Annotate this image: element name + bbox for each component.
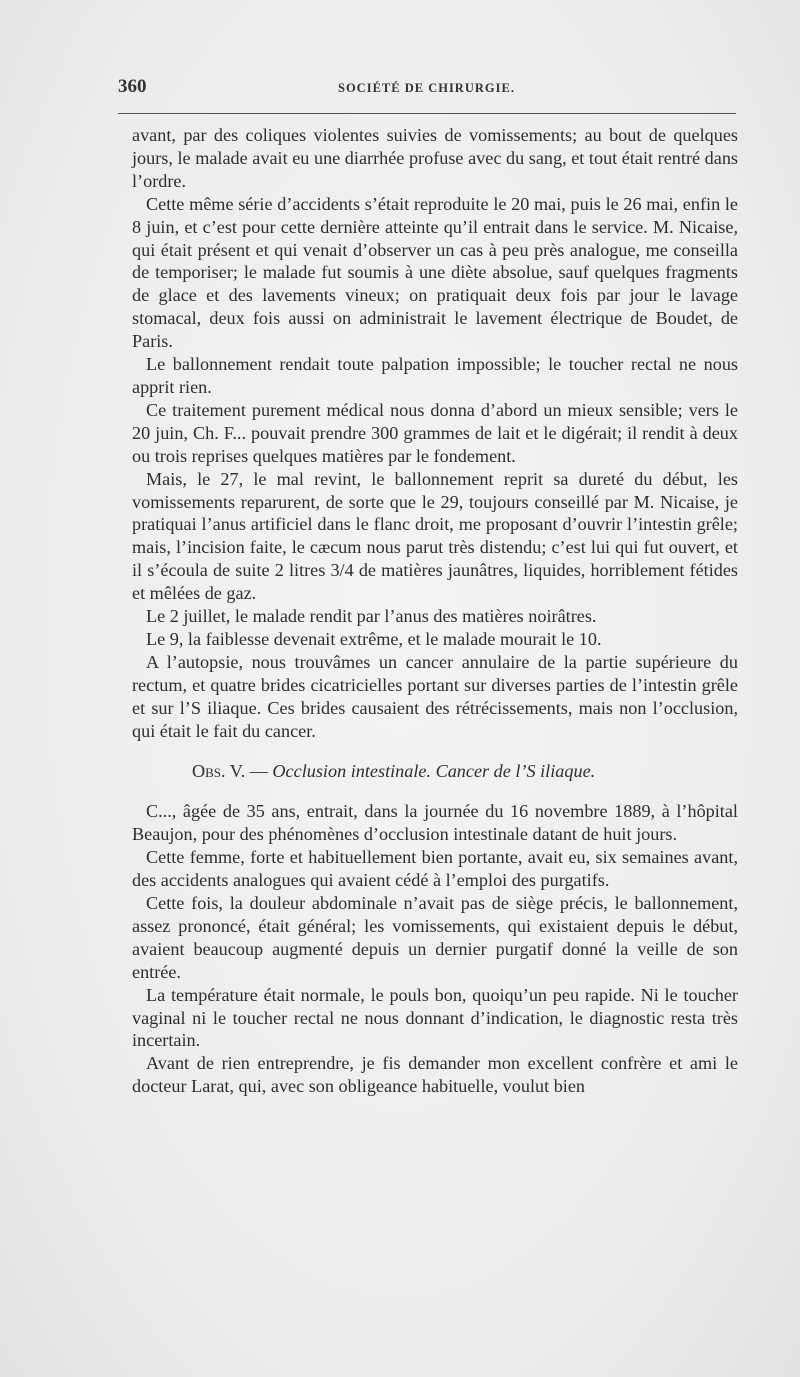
paragraph: Ce traitement purement médical nous donna d’abord un mieux sensible; vers le 20 juin, Ch. F... pouvait prendre 300 grammes de lait et le digérait; il rendit à deux ou trois reprises quelques matières par le fondement. xyxy=(132,399,738,466)
paragraph: Cette même série d’accidents s’était reproduite le 20 mai, puis le 26 mai, enfin le 8 juin, et c’est pour cette dernière atteinte qu’il entrait dans le service. M. Nicaise, qui était présent et qui venait d’observer un cas à peu près analogue, me conseilla de temporiser; le malade fut soumis à une diète absolue, sauf quelques fragments de glace et des lavements vineux; on pratiquait deux fois par jour le lavage stomacal, deux fois aussi on administrait le lavement électrique de Boudet, de Paris. xyxy=(132,193,738,352)
paragraph: Cette femme, forte et habituellement bien portante, avait eu, six semaines avant, des accidents analogues qui avaient cédé à l’emploi des purgatifs. xyxy=(132,847,738,891)
running-head: SOCIÉTÉ DE CHIRURGIE. xyxy=(338,81,515,95)
observation-dash: — xyxy=(249,761,268,782)
observation-title: Occlusion intestinale. Cancer de l’S iliaque. xyxy=(272,761,596,782)
paragraph: Le 2 juillet, le malade rendit par l’anus des matières noirâtres. xyxy=(146,606,597,627)
paragraph: Le ballonnement rendait toute palpation impossible; le toucher rectal ne nous apprit rien. xyxy=(132,354,738,397)
observation-heading xyxy=(132,760,738,783)
page-header xyxy=(118,76,736,100)
paragraph: Cette fois, la douleur abdominale n’avait pas de siège précis, le ballonnement, assez prononcé, était général; les vomissements, qui existaient depuis le début, avaient beaucoup augmenté depuis un dernier purgatif donné la veille de son entrée. xyxy=(132,893,738,982)
paragraph: avant, par des coliques violentes suivies de vomissements; au bout de quelques jours, le malade avait eu une diarrhée profuse avec du sang, et tout était rentré dans l’ordre. xyxy=(132,125,738,191)
paragraph: La température était normale, le pouls bon, quoiqu’un peu rapide. Ni le toucher vaginal ni le toucher rectal ne nous donnant d’indication, le diagnostic resta très incertain. xyxy=(132,984,738,1051)
observation-label: Obs. V. xyxy=(192,761,246,782)
paragraph: Le 9, la faiblesse devenait extrême, et le malade mourait le 10. xyxy=(146,628,602,649)
paragraph: C..., âgée de 35 ans, entrait, dans la journée du 16 novembre 1889, à l’hôpital Beaujon, pour des phénomènes d’occlusion intestinale datant de huit jours. xyxy=(132,801,738,845)
header-rule xyxy=(118,113,736,114)
page-number: 360 xyxy=(118,76,147,97)
body-text xyxy=(132,124,738,1098)
paragraph: A l’autopsie, nous trouvâmes un cancer annulaire de la partie supérieure du rectum, et quatre brides cicatricielles portant sur diverses parties de l’intestin grêle et sur l’S iliaque. Ces brides causaient des rétrécissements, mais non l’occlusion, qui était le fait du cancer. xyxy=(132,651,738,741)
paragraph: Avant de rien entreprendre, je fis demander mon excellent confrère et ami le docteur Larat, qui, avec son obligeance habituelle, voulut bien xyxy=(132,1053,738,1097)
paragraph: Mais, le 27, le mal revint, le ballonnement reprit sa dureté du début, les vomissements reparurent, de sorte que le 29, toujours conseillé par M. Nicaise, je pratiquai l’anus artificiel dans le flanc droit, me proposant d’ouvrir l’intestin grêle; mais, l’incision faite, le cæcum nous parut très distendu; c’est lui qui fut ouvert, et il s’écoula de suite 2 litres 3/4 de matières jaunâtres, liquides, horriblement fétides et mêlées de gaz. xyxy=(132,468,738,604)
